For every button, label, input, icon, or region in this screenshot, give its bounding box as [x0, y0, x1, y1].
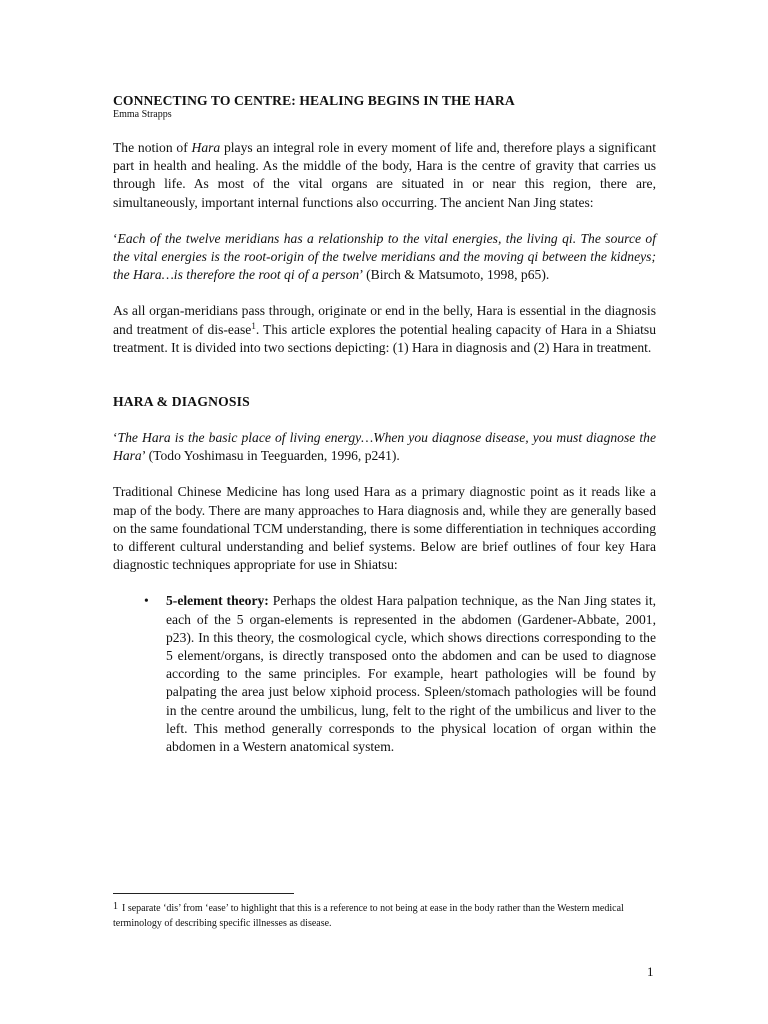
author-name: Emma Strapps	[113, 109, 172, 120]
footnote	[113, 899, 633, 931]
document-title: CONNECTING TO CENTRE: HEALING BEGINS IN THE HARA	[113, 93, 515, 108]
quote-open-mark: ‘	[113, 430, 118, 446]
tcm-paragraph: Traditional Chinese Medicine has long used Hara as a primary diagnostic point as it reads like a map of the body. There are many approaches to Hara diagnosis and, while they are generally based on the same foundational TCM understanding, there is some differentiation in techniques according to different cultural understanding and belief systems. Below are brief outlines of four key Hara diagnostic techniques appropriate for use in Shiatsu:	[113, 484, 656, 573]
footnote-text: I separate ‘dis’ from ‘ease’ to highlight that this is a reference to not being at ease in the body rather than the Western medical terminology of describing specific illnesses as disease.	[113, 903, 624, 929]
overview-text-start: As all organ-meridians pass through, originate or end in the belly, Hara is essential in the diagnosis and treatment of dis-ease	[113, 303, 656, 337]
footnote-divider	[113, 893, 294, 894]
quote-close-mark: ’	[359, 267, 363, 283]
quote-close-mark: ’	[141, 448, 146, 464]
yoshimasu-quote-text: The Hara is the basic place of living energy…When you diagnose disease, you must diagnose the Hara	[113, 430, 656, 464]
nan-jing-quote	[113, 230, 656, 285]
bullet-marker: •	[144, 593, 149, 609]
nan-jing-citation: (Birch & Matsumoto, 1998, p65).	[362, 267, 550, 283]
list-item-body	[166, 592, 656, 756]
overview-text-end: . This article explores the potential healing capacity of Hara in a Shiatsu treatment. It is divided into two sections depicting: (1) Hara in diagnosis and (2) Hara in treatment.	[113, 321, 656, 355]
intro-paragraph	[113, 139, 656, 212]
footnote-reference[interactable]: 1	[251, 320, 256, 331]
yoshimasu-quote	[113, 429, 656, 465]
document-body	[113, 93, 656, 756]
page-number: 1	[647, 964, 654, 979]
list-item-term: 5-element theory:	[166, 593, 269, 609]
intro-text-start: The notion of	[113, 140, 192, 155]
list-item	[113, 592, 656, 756]
diagnostic-techniques-list	[113, 592, 656, 756]
yoshimasu-citation: (Todo Yoshimasu in Teeguarden, 1996, p241).	[145, 448, 400, 464]
list-item-text: Perhaps the oldest Hara palpation technique, as the Nan Jing states it, each of the 5 organ-elements is represented in the abdomen (Gardener-Abbate, 2001, p23). In this theory, the cosmological cycle, which shows directions corresponding to the 5 element/organs, is directly transposed onto the abdomen and can be used to diagnose according to the same principles. For example, heart pathologies will be found by palpating the area just below xiphoid process. Spleen/stomach pathologies will be found in the centre around the umbilicus, lung, felt to the right of the umbilicus and liver to the left. This method generally corresponds to the physical location of organ within the abdomen in a Western anatomical system.	[166, 593, 656, 755]
nan-jing-quote-text: Each of the twelve meridians has a relationship to the vital energies, the living qi. The source of the vital energies is the root-origin of the twelve meridians and the moving qi between the kidneys; the Hara…is therefore the root qi of a person	[113, 230, 656, 283]
intro-text-end: plays an integral role in every moment of life and, therefore plays a significant part in health and healing. As the middle of the body, Hara is the centre of gravity that carries us through life. As most of the vital organs are situated in or near this region, there are, simultaneously, important internal functions also occurring. The ancient Nan Jing states:	[113, 140, 656, 210]
section-heading-diagnosis: HARA & DIAGNOSIS	[113, 394, 250, 410]
quote-open-mark: ‘	[113, 230, 118, 246]
footnote-number: 1	[113, 901, 118, 912]
article-overview-paragraph	[113, 302, 656, 357]
intro-hara-term: Hara	[191, 140, 221, 155]
